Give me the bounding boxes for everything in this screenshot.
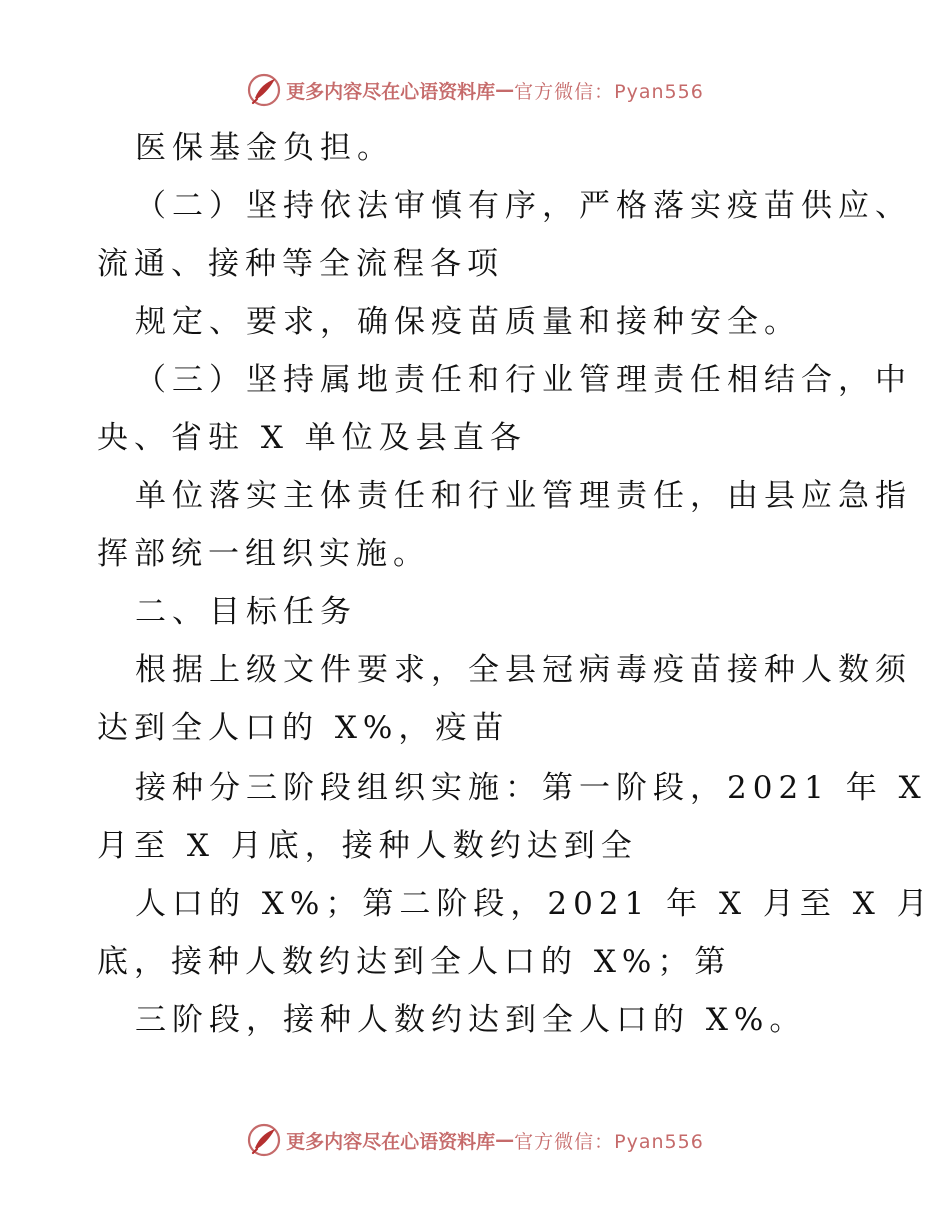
watermark-text: 更多内容尽在心语资料库 (286, 1130, 496, 1153)
body-line: （二）坚持依法审慎有序，严格落实疫苗供应、 (135, 188, 912, 224)
body-line: 挥部统一组织实施。 (97, 536, 430, 572)
watermark-separator: — (495, 1129, 515, 1151)
quill-logo-icon (246, 1122, 282, 1158)
section-heading: 二、目标任务 (135, 594, 357, 630)
body-line: 人口的 X%；第二阶段，2021 年 X 月至 X 月 (135, 886, 934, 922)
body-line: 达到全人口的 X%，疫苗 (97, 710, 510, 746)
body-line: 底，接种人数约达到全人口的 X%；第 (97, 944, 732, 980)
watermark-contact: 官方微信：Pyan556 (514, 80, 704, 103)
body-line: 流通、接种等全流程各项 (97, 246, 504, 282)
body-line: 接种分三阶段组织实施：第一阶段，2021 年 X (135, 770, 927, 806)
watermark-text: 更多内容尽在心语资料库 (286, 80, 496, 103)
body-line: （三）坚持属地责任和行业管理责任相结合，中 (135, 362, 912, 398)
watermark-contact: 官方微信：Pyan556 (514, 1130, 704, 1153)
watermark-separator: — (495, 79, 515, 101)
footer-watermark (0, 1118, 950, 1162)
body-line: 单位落实主体责任和行业管理责任，由县应急指 (135, 478, 912, 514)
body-line: 三阶段，接种人数约达到全人口的 X%。 (135, 1002, 807, 1038)
body-line: 根据上级文件要求，全县冠病毒疫苗接种人数须 (135, 652, 912, 688)
body-line: 医保基金负担。 (135, 130, 394, 166)
body-line: 规定、要求，确保疫苗质量和接种安全。 (135, 304, 801, 340)
body-line: 月至 X 月底，接种人数约达到全 (97, 828, 638, 864)
body-line: 央、省驻 X 单位及县直各 (97, 420, 527, 456)
header-watermark (0, 68, 950, 112)
quill-logo-icon (246, 72, 282, 108)
